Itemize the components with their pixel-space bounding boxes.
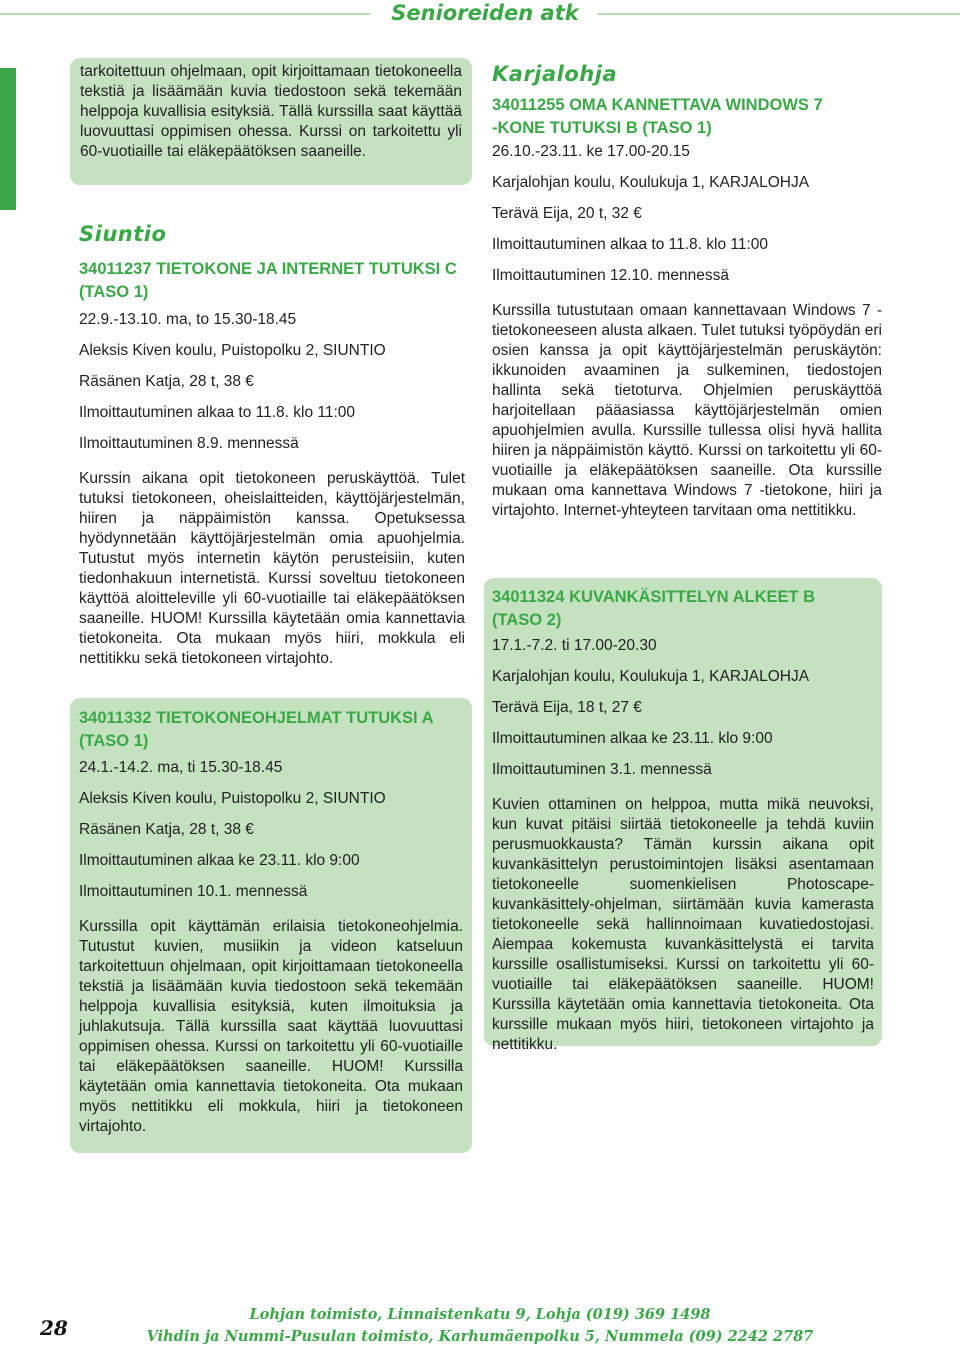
header-rule-right (598, 13, 960, 15)
registration-start: Ilmoittautuminen alkaa to 11.8. klo 11:00 (492, 236, 769, 253)
course-location: Aleksis Kiven koulu, Puistopolku 2, SIUNTIO (79, 342, 386, 359)
course-box-34011324 (484, 578, 882, 1053)
course-title: 34011255 OMA KANNETTAVA WINDOWS 7 (492, 96, 823, 114)
course-location: Aleksis Kiven koulu, Puistopolku 2, SIUNTIO (79, 790, 386, 807)
siuntio-section (79, 222, 465, 669)
footer-office-lohja: Lohjan toimisto, Linnaistenkatu 9, Lohja (019) 369 1498 (249, 1306, 711, 1323)
section-tab-marker (0, 68, 16, 210)
course-level: -KONE TUTUKSI B (TASO 1) (492, 119, 712, 137)
course-box-34011332 (70, 698, 472, 1153)
course-description: Kurssilla tutustutaan omaan kannettavaan Windows 7 -tietokoneeseen alusta alkaen. Tulet tutuksi työpöydän eri osien kanssa ja opit käyttöjärjestelmän peruskäytön: ikkunoiden avaaminen ja sulkeminen, tiedostojen hallinta sekä tietoturva. Ohjelmien peruskäyttöä harjoitellaan pääasiassa käyttöjärjestelmän omien apuohjelmien avulla. Kurssille tullessa olisi hyvä hallita hiiren ja näppäimistön käyttö. Kurssi on tarkoitettu yli 60-vuotiaille ja eläkepäätöksen saaneille. Ota kurssille mukaan oma kannettava Windows 7 -tietokone, hiiri ja virtajohto. Internet-yhteyteen tarvitaan oma nettitikku. (492, 302, 882, 519)
registration-start: Ilmoittautuminen alkaa to 11.8. klo 11:00 (79, 404, 356, 421)
course-dates: 17.1.-7.2. ti 17.00-20.30 (492, 637, 657, 654)
intro-text: tarkoitettuun ohjelmaan, opit kirjoittamaan tietokoneella tekstiä ja lisäämään kuvia tiedostoon sekä tekemään helppoja kuvallisia esityksiä. Tällä kurssilla saat käyttää luovuuttasi oppimisen ohessa. Kurssi on tarkoitettu yli 60-vuotiaille tai eläkepäätöksen saaneille. (80, 63, 462, 160)
course-description: Kurssin aikana opit tietokoneen peruskäyttöä. Tulet tutuksi tietokoneen, oheislaitteiden, käyttöjärjestelmän, hiiren ja näppäimistön kanssa. Opetuksessa hyödynnetään käyttöjärjestelmän omia apuohjelmia. Tutustut myös internetin käytön perusteisiin, kuten tiedonhakuun internetistä. Kurssi soveltuu tietokoneen käyttöä aloitteleville yli 60-vuotiaille tai eläkepäätöksen saaneille. HUOM! Kurssilla käytetään omia kannettavia tietokoneita. Ota mukaan myös hiiri, mokkula eli nettitikku sekä tietokoneen virtajohto. (79, 470, 465, 667)
course-level: (TASO 1) (79, 732, 149, 750)
page-number: 28 (40, 1316, 68, 1340)
course-teacher: Terävä Eija, 20 t, 32 € (492, 205, 642, 222)
header-rule-left (0, 13, 370, 15)
course-dates: 26.10.-23.11. ke 17.00-20.15 (492, 143, 690, 160)
course-dates: 22.9.-13.10. ma, to 15.30-18.45 (79, 311, 297, 328)
course-title: 34011324 KUVANKÄSITTELYN ALKEET B (492, 588, 816, 606)
course-teacher: Räsänen Katja, 28 t, 38 € (79, 373, 254, 390)
course-title: 34011332 TIETOKONEOHJELMAT TUTUKSI A (79, 709, 434, 727)
course-location: Karjalohjan koulu, Koulukuja 1, KARJALOHJA (492, 174, 810, 191)
registration-deadline: Ilmoittautuminen 8.9. mennessä (79, 435, 299, 452)
place-heading-karjalohja: Karjalohja (492, 62, 618, 86)
course-description: Kurssilla opit käyttämän erilaisia tietokoneohjelmia. Tutustut kuvien, musiikin ja videon katseluun tarkoitettuun ohjelmaan, opit kirjoittamaan tietokoneella tekstiä ja lisäämään kuvia tiedostoon sekä tekemään helppoja kuvallisia esityksiä, kuten ilmoituksia ja juhlakutsuja. Tällä kurssilla saat käyttää luovuuttasi oppimisen ohessa. Kurssi on tarkoitettu yli 60-vuotiaille tai eläkepäätöksen saaneille. HUOM! Kurssilla käytetään omia kannettavia tietokoneita. Ota mukaan myös nettitikku eli mokkula, hiiri ja tietokoneen virtajohto. (79, 918, 463, 1135)
registration-start: Ilmoittautuminen alkaa ke 23.11. klo 9:00 (492, 730, 773, 747)
registration-deadline: Ilmoittautuminen 12.10. mennessä (492, 267, 729, 284)
registration-deadline: Ilmoittautuminen 3.1. mennessä (492, 761, 712, 778)
place-heading-siuntio: Siuntio (79, 222, 167, 246)
course-level: (TASO 2) (492, 611, 562, 629)
course-title: 34011237 TIETOKONE JA INTERNET TUTUKSI C (79, 260, 457, 278)
registration-start: Ilmoittautuminen alkaa ke 23.11. klo 9:00 (79, 852, 360, 869)
section-title: Senioreiden atk (391, 1, 579, 25)
karjalohja-section (492, 62, 882, 521)
footer-office-vihti: Vihdin ja Nummi-Pusulan toimisto, Karhumäenpolku 5, Nummela (09) 2242 2787 (146, 1328, 814, 1345)
course-dates: 24.1.-14.2. ma, ti 15.30-18.45 (79, 759, 283, 776)
course-teacher: Terävä Eija, 18 t, 27 € (492, 699, 642, 716)
course-location: Karjalohjan koulu, Koulukuja 1, KARJALOHJA (492, 668, 810, 685)
course-level: (TASO 1) (79, 283, 149, 301)
course-description: Kuvien ottaminen on helppoa, mutta mikä neuvoksi, kun kuvat pitäisi siirtää tietokoneelle ja tehdä kuviin perusmuokkausta? Tämän kurssin aikana opit kuvankäsittelyn perustoimintojen lisäksi asentamaan tietokoneelle suomenkielisen Photoscape-kuvankäsittely-ohjelman, siirtämään kuvia kamerasta tietokoneelle sekä hallinnoimaan kuvatiedostojasi. Aiempaa kokemusta kuvankäsittelystä ei tarvita kurssille osallistumiseksi. Kurssi on tarkoitettu yli 60-vuotiaille tai eläkepäätöksen saaneille. HUOM! Kurssilla käytetään omia kannettavia tietokoneita. Ota kurssille mukaan myös hiiri, tietokoneen virtajohto ja nettitikku. (492, 796, 874, 1053)
intro-box (70, 58, 472, 185)
registration-deadline: Ilmoittautuminen 10.1. mennessä (79, 883, 308, 900)
course-teacher: Räsänen Katja, 28 t, 38 € (79, 821, 254, 838)
